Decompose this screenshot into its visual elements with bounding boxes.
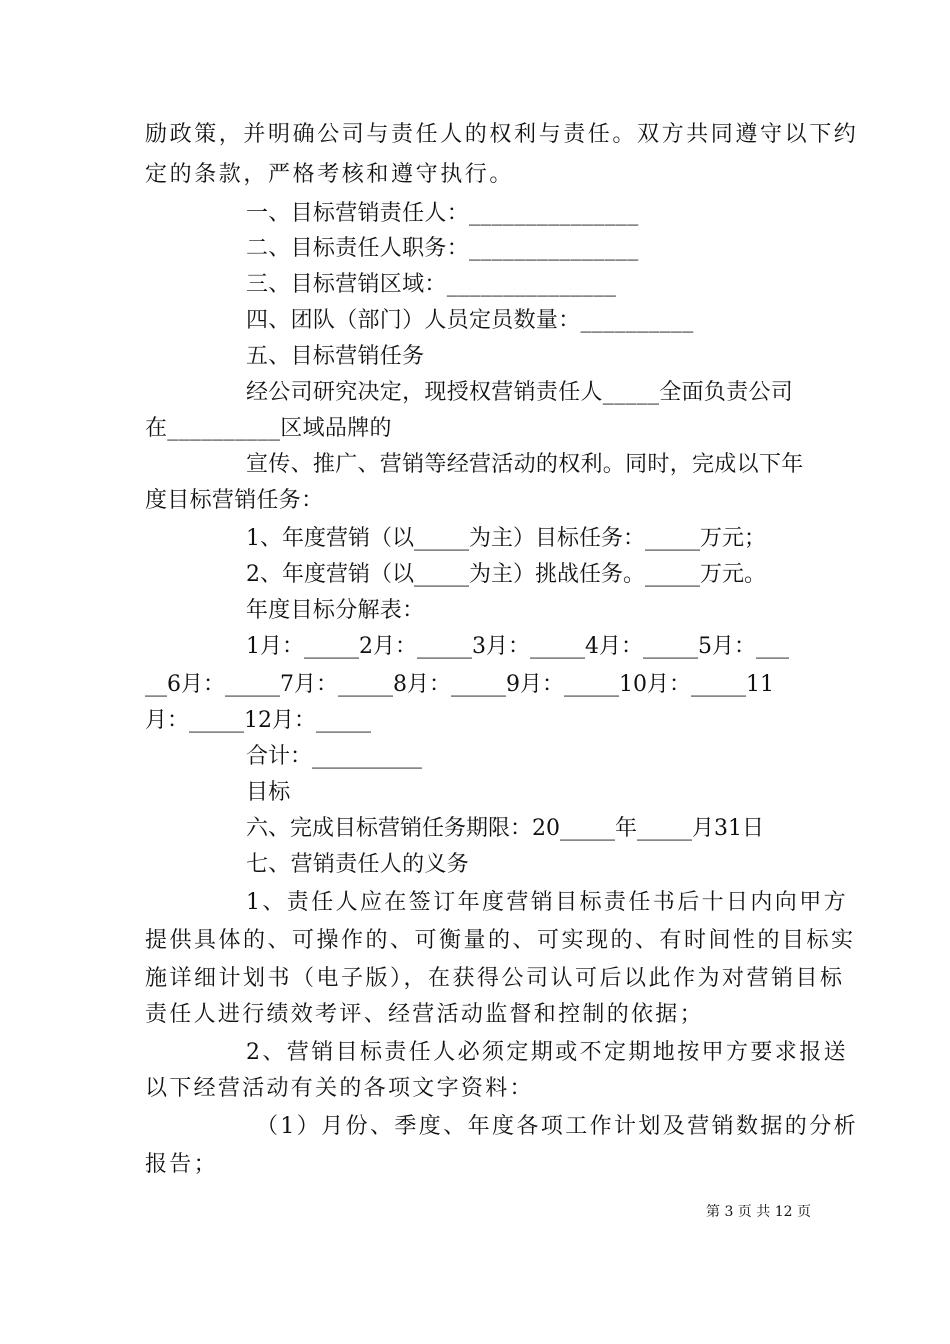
- body-line: （1）月份、季度、年度各项工作计划及营销数据的分析: [256, 1114, 858, 1139]
- body-line: 励政策，并明确公司与责任人的权利与责任。双方共同遵守以下约: [145, 122, 859, 147]
- body-line: 提供具体的、可操作的、可衡量的、可实现的、有时间性的目标实: [145, 928, 856, 953]
- form-field-staff-count: 四、团队（部门）人员定员数量：__________: [246, 308, 694, 333]
- section-heading: 七、营销责任人的义务: [246, 852, 470, 877]
- monthly-breakdown: 1月：_____2月：_____3月：_____4月：_____5月：___: [246, 634, 789, 659]
- body-line: 报告；: [145, 1152, 218, 1177]
- body-line: 在__________区域品牌的: [145, 416, 392, 441]
- breakdown-heading: 年度目标分解表：: [246, 598, 425, 623]
- body-line: 度目标营销任务：: [145, 488, 324, 513]
- body-line: 2、营销目标责任人必须定期或不定期地按甲方要求报送: [246, 1040, 848, 1065]
- body-line: 定的条款，严格考核和遵守执行。: [145, 162, 515, 187]
- body-line: 责任人进行绩效考评、经营活动监督和控制的依据；: [145, 1002, 704, 1027]
- body-line: 目标: [246, 780, 291, 805]
- deadline-field: 六、完成目标营销任务期限：20_____年_____月31日: [246, 816, 764, 841]
- form-field-position: 二、目标责任人职务：_______________: [246, 236, 639, 261]
- total-field: 合计：__________: [246, 744, 423, 769]
- body-line: 以下经营活动有关的各项文字资料：: [145, 1076, 534, 1101]
- section-heading: 五、目标营销任务: [246, 344, 425, 369]
- body-line: 1、责任人应在签订年度营销目标责任书后十日内向甲方: [246, 890, 848, 915]
- task-annual-challenge: 2、年度营销（以_____为主）挑战任务。_____万元。: [246, 562, 766, 587]
- form-field-responsible-person: 一、目标营销责任人：_______________: [246, 201, 639, 226]
- body-line: 宣传、推广、营销等经营活动的权利。同时，完成以下年: [246, 452, 804, 477]
- body-line: 施详细计划书（电子版），在获得公司认可后以此作为对营销目标: [145, 966, 845, 991]
- body-line: 经公司研究决定，现授权营销责任人_____全面负责公司: [246, 380, 794, 405]
- form-field-area: 三、目标营销区域：_______________: [246, 272, 617, 297]
- task-annual-target: 1、年度营销（以_____为主）目标任务：_____万元；: [246, 526, 766, 551]
- monthly-breakdown: 月：_____12月：_____: [145, 708, 371, 733]
- page-number-footer: 第 3 页 共 12 页: [706, 1204, 811, 1220]
- monthly-breakdown: __6月：_____7月：_____8月：_____9月：_____10月：_____11: [145, 672, 774, 697]
